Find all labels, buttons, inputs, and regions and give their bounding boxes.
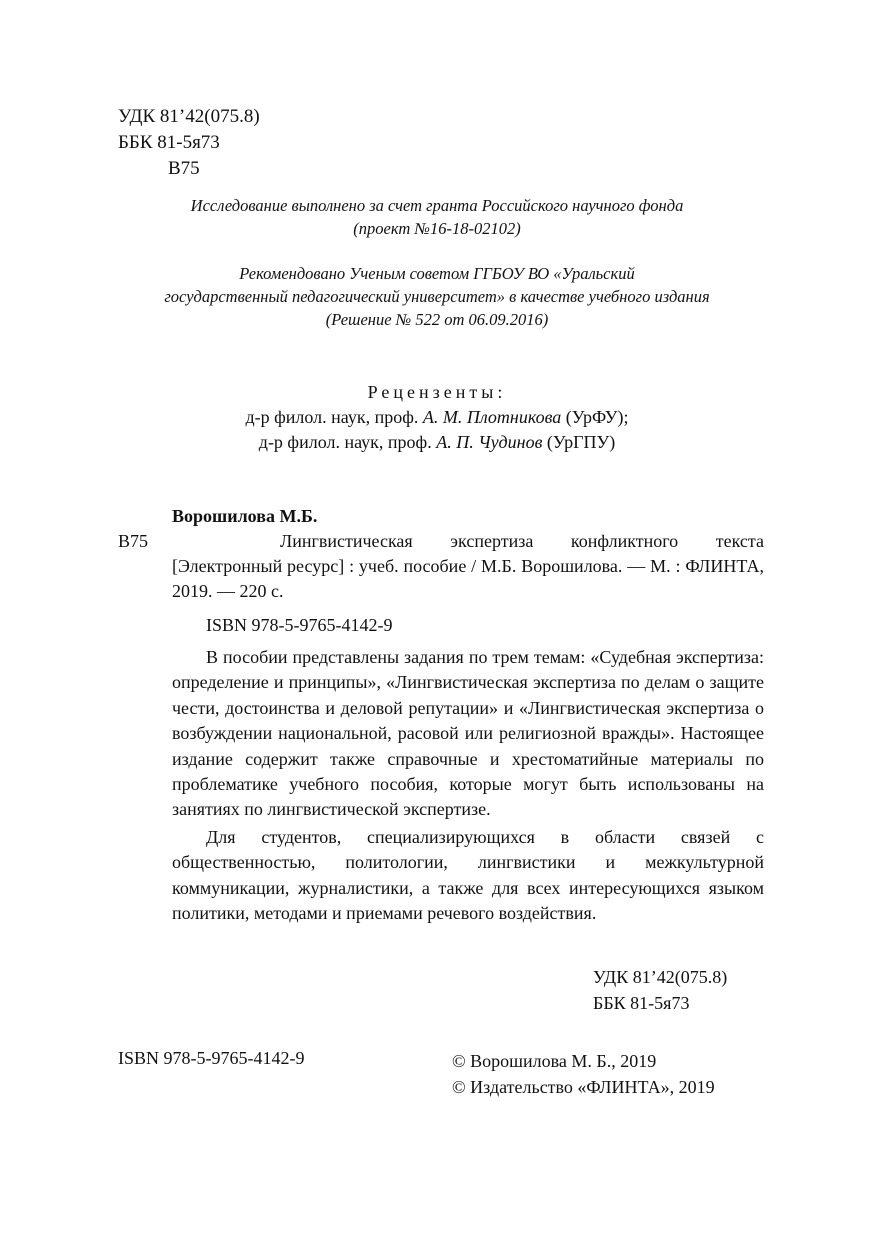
reviewer-line-1: [0, 405, 874, 430]
footer-udk-code: УДК 81’42(075.8): [593, 967, 728, 987]
copyright-publisher: © Издательство «ФЛИНТА», 2019: [452, 1077, 715, 1097]
bbk-code: ББК 81-5я73: [118, 132, 220, 153]
reviewer-1-title: д-р филол. наук, проф.: [245, 407, 423, 427]
grant-note: [0, 194, 874, 240]
classification-codes-top: [118, 104, 260, 182]
recommendation-note: [0, 262, 874, 331]
classification-codes-bottom: [593, 964, 727, 1016]
annotation-paragraph-2: Для студентов, специализирующихся в области связей с общественностью, политологии, лингвистики и межкультурной коммуникации, журналистики, а также для всех интересующихся языком политики, методами и приемами речевого воздействия.: [172, 826, 764, 924]
udk-code: УДК 81’42(075.8): [118, 106, 260, 127]
copyright-block: [452, 1048, 715, 1100]
recommendation-line-3: (Решение № 522 от 06.09.2016): [325, 310, 549, 329]
copyright-author: © Ворошилова М. Б., 2019: [452, 1051, 657, 1071]
book-author-sign: В75: [118, 531, 149, 551]
reviewers-heading: Рецензенты:: [367, 382, 507, 402]
reviewer-2-name: А. П. Чудинов: [436, 432, 543, 452]
bibliographic-description-text: Лингвистическая экспертиза конфликтного текста [Электронный ресурс] : учеб. пособие / М.Б. Ворошилова. — М. : ФЛИНТА, 2019. — 220 с.: [172, 531, 764, 601]
book-author: Ворошилова М.Б.: [172, 506, 318, 526]
grant-line-1: Исследование выполнено за счет гранта Российского научного фонда: [190, 196, 684, 215]
footer-bbk-code: ББК 81-5я73: [593, 993, 690, 1013]
bibliographic-description: [172, 529, 764, 604]
reviewer-line-2: [0, 430, 874, 455]
reviewer-2-affiliation: (УрГПУ): [542, 432, 616, 452]
book-isbn: ISBN 978-5-9765-4142-9: [206, 615, 393, 635]
reviewer-2-title: д-р филол. наук, проф.: [258, 432, 437, 452]
recommendation-line-1: Рекомендовано Ученым советом ГГБОУ ВО «Уральский: [239, 264, 635, 283]
reviewer-1-affiliation: (УрФУ);: [561, 407, 629, 427]
grant-line-2: (проект №16-18-02102): [353, 219, 521, 238]
annotation-block: [172, 645, 764, 926]
recommendation-line-2: государственный педагогический университет» в качестве учебного издания: [164, 287, 710, 306]
reviewers-block: [0, 380, 874, 455]
footer-isbn: ISBN 978-5-9765-4142-9: [118, 1048, 305, 1068]
annotation-paragraph-1: В пособии представлены задания по трем темам: «Судебная экспертиза: определение и принципы», «Лингвистическая экспертиза по делам о защите чести, достоинства и деловой репутации» и «Лингвистическая экспертиза о возбуждении национальной, расовой или религиозной вражды». Настоящее издание содержит также справочные и хрестоматийные материалы по проблематике учебного пособия, которые могут быть использованы на занятиях по лингвистической экспертизе.: [172, 647, 764, 820]
reviewer-1-name: А. М. Плотникова: [422, 407, 562, 427]
author-sign-code: В75: [168, 158, 200, 179]
